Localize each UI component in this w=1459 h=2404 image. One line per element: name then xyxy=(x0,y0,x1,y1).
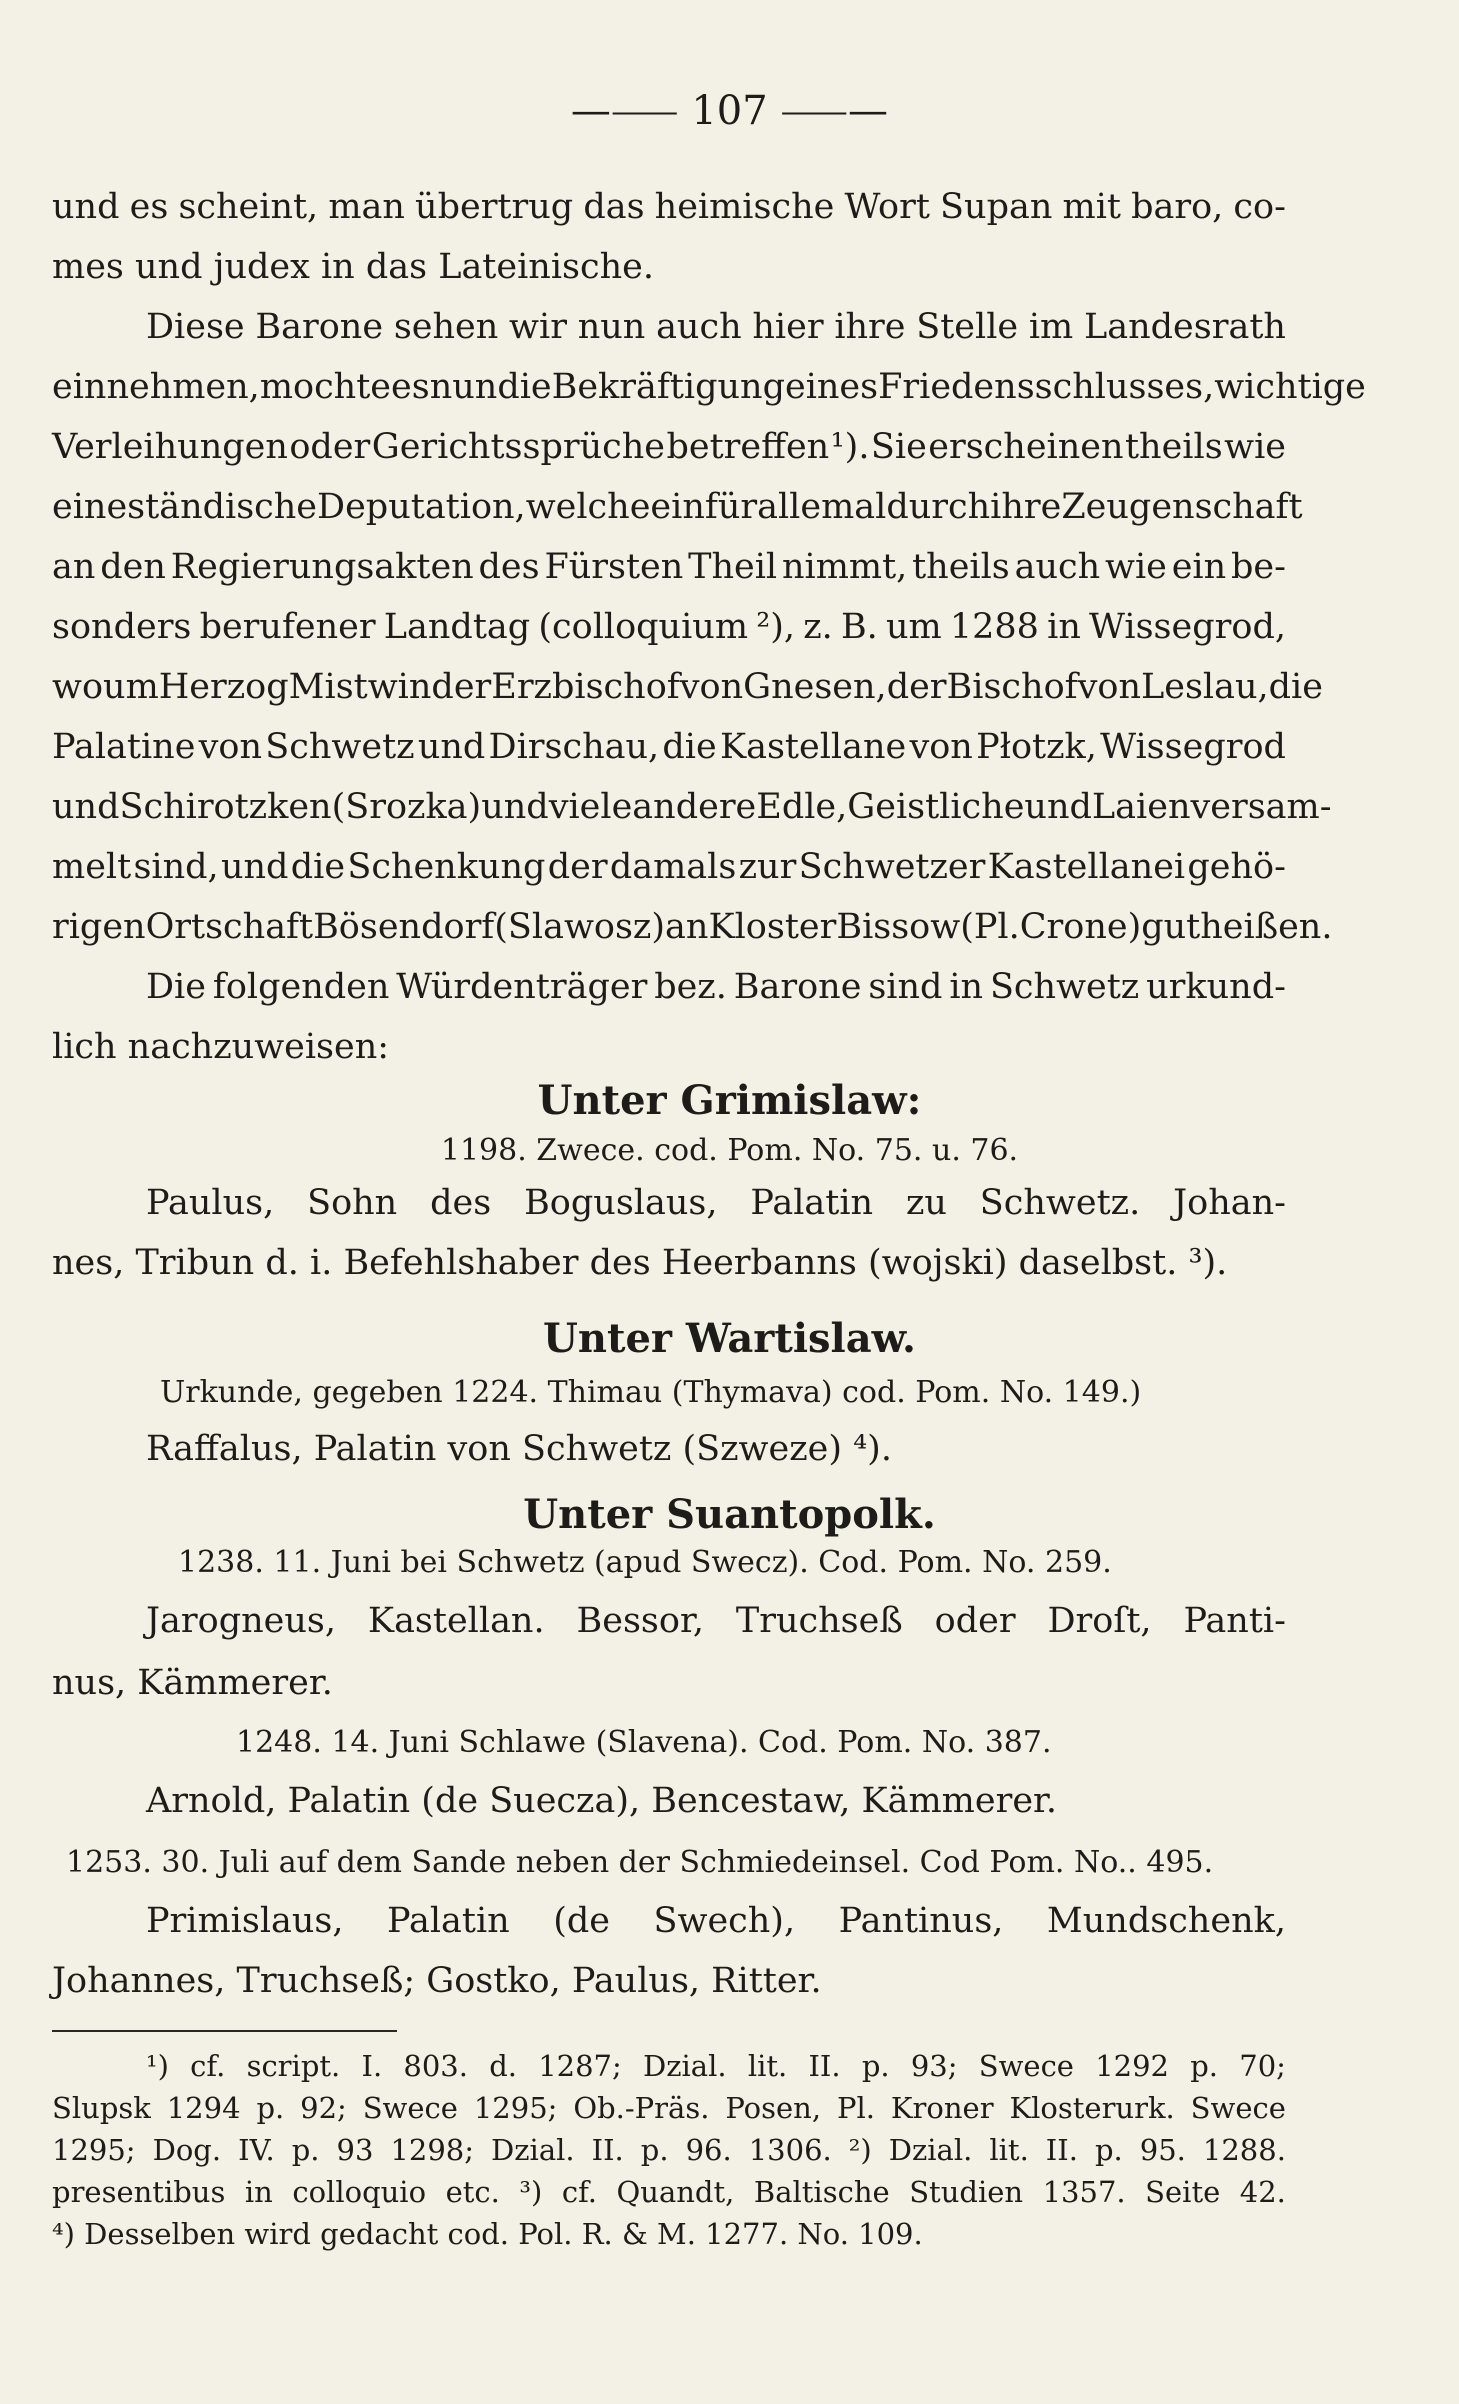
entry-line: nes, Tribun d. i. Befehlshaber des Heerbanns (wojski) daselbst. ³). xyxy=(52,1243,1228,1283)
section-source: 1248. 14. Juni Schlawe (Slavena). Cod. Pom. No. 387. xyxy=(236,1725,1052,1760)
body-line: und Schirotzken (Srozka) und viele andere Edle, Geistliche und Laien versam- xyxy=(52,787,1332,827)
footnote-line: Slupsk 1294 p. 92; Swece 1295; Ob.-Präs. Posen, Pl. Kroner Klosterurk. Swece xyxy=(52,2091,1286,2125)
body-line: rigen Ortschaft Bösendorf (Slawosz) an Kloster Bissow (Pl.Crone) gut heißen. xyxy=(52,907,1333,947)
page-number: —⸺ 107 ⸺— xyxy=(570,88,889,134)
entry-line: Johannes, Truchseß; Gostko, Paulus, Ritter. xyxy=(52,1961,822,2001)
body-line: Diese Barone sehen wir nun auch hier ihre Stelle im Landesrath xyxy=(146,307,1286,347)
footnote-line: ⁴) Desselben wird gedacht cod. Pol. R. & M. 1277. No. 109. xyxy=(52,2217,923,2251)
footnote-rule xyxy=(52,2030,397,2032)
body-line: und es scheint, man übertrug das heimische Wort Supan mit baro, co- xyxy=(52,187,1286,227)
body-line: sonders berufener Landtag (colloquium ²), z. B. um 1288 in Wissegrod, xyxy=(52,607,1286,647)
footnote-line: 1295; Dog. IV. p. 93 1298; Dzial. II. p. 96. 1306. ²) Dzial. lit. II. p. 95. 1288. xyxy=(52,2133,1286,2167)
section-heading: Unter Grimislaw: xyxy=(537,1077,922,1124)
section-heading: Unter Wartislaw. xyxy=(543,1315,916,1362)
section-source: Urkunde, gegeben 1224. Thimau (Thymava) cod. Pom. No. 149.) xyxy=(160,1375,1142,1410)
section-heading: Unter Suantopolk. xyxy=(523,1491,936,1538)
footnote-line: presentibus in colloquio etc. ³) cf. Quandt, Baltische Studien 1357. Seite 42. xyxy=(52,2175,1286,2209)
body-line: Verleihungen oder Gerichtssprüche betreffen ¹). Sie erscheinen theils wie xyxy=(52,427,1286,467)
entry-line: Paulus, Sohn des Boguslaus, Palatin zu Schwetz. Johan- xyxy=(146,1183,1286,1223)
body-line: einnehmen, mochte es nun die Bekräftigung eines Friedensschlusses, wichtige xyxy=(52,367,1366,407)
entry-line: Jarogneus, Kastellan. Bessor, Truchseß oder Droſt, Panti- xyxy=(146,1601,1286,1641)
body-line: mes und judex in das Lateinische. xyxy=(52,247,654,287)
entry-line: Arnold, Palatin (de Suecza), Bencestaw, Kämmerer. xyxy=(146,1781,1058,1821)
entry-line: Raffalus, Palatin von Schwetz (Szweze) ⁴). xyxy=(146,1429,892,1469)
body-line: lich nachzuweisen: xyxy=(52,1027,390,1067)
footnote-line: ¹) cf. script. I. 803. d. 1287; Dzial. lit. II. p. 93; Swece 1292 p. 70; xyxy=(146,2049,1286,2083)
body-line: Die folgenden Würdenträger bez. Barone sind in Schwetz urkund- xyxy=(146,967,1286,1007)
body-line: melt sind, und die Schenkung der damals zur Schwetzer Kastellanei gehö- xyxy=(52,847,1286,887)
entry-line: Primislaus, Palatin (de Swech), Pantinus, Mundschenk, xyxy=(146,1901,1286,1941)
section-source: 1238. 11. Juni bei Schwetz (apud Swecz). Cod. Pom. No. 259. xyxy=(178,1545,1112,1580)
body-line: Palatine von Schwetz und Dirschau, die Kastellane von Płotzk, Wissegrod xyxy=(52,727,1286,767)
section-source: 1198. Zwece. cod. Pom. No. 75. u. 76. xyxy=(440,1133,1019,1168)
body-line: eine ständische Deputation, welche ein für alle mal durch ihre Zeugenschaft xyxy=(52,487,1303,527)
body-line: an den Regierungsakten des Fürsten Theil nimmt, theils auch wie ein be- xyxy=(52,547,1286,587)
entry-line: nus, Kämmerer. xyxy=(52,1663,333,1703)
section-source: 1253. 30. Juli auf dem Sande neben der Schmiedeinsel. Cod Pom. No.. 495. xyxy=(66,1845,1214,1880)
body-line: wo um Herzog Mistwin der Erzbischof von Gnesen, der Bischof von Leslau, die xyxy=(52,667,1323,707)
